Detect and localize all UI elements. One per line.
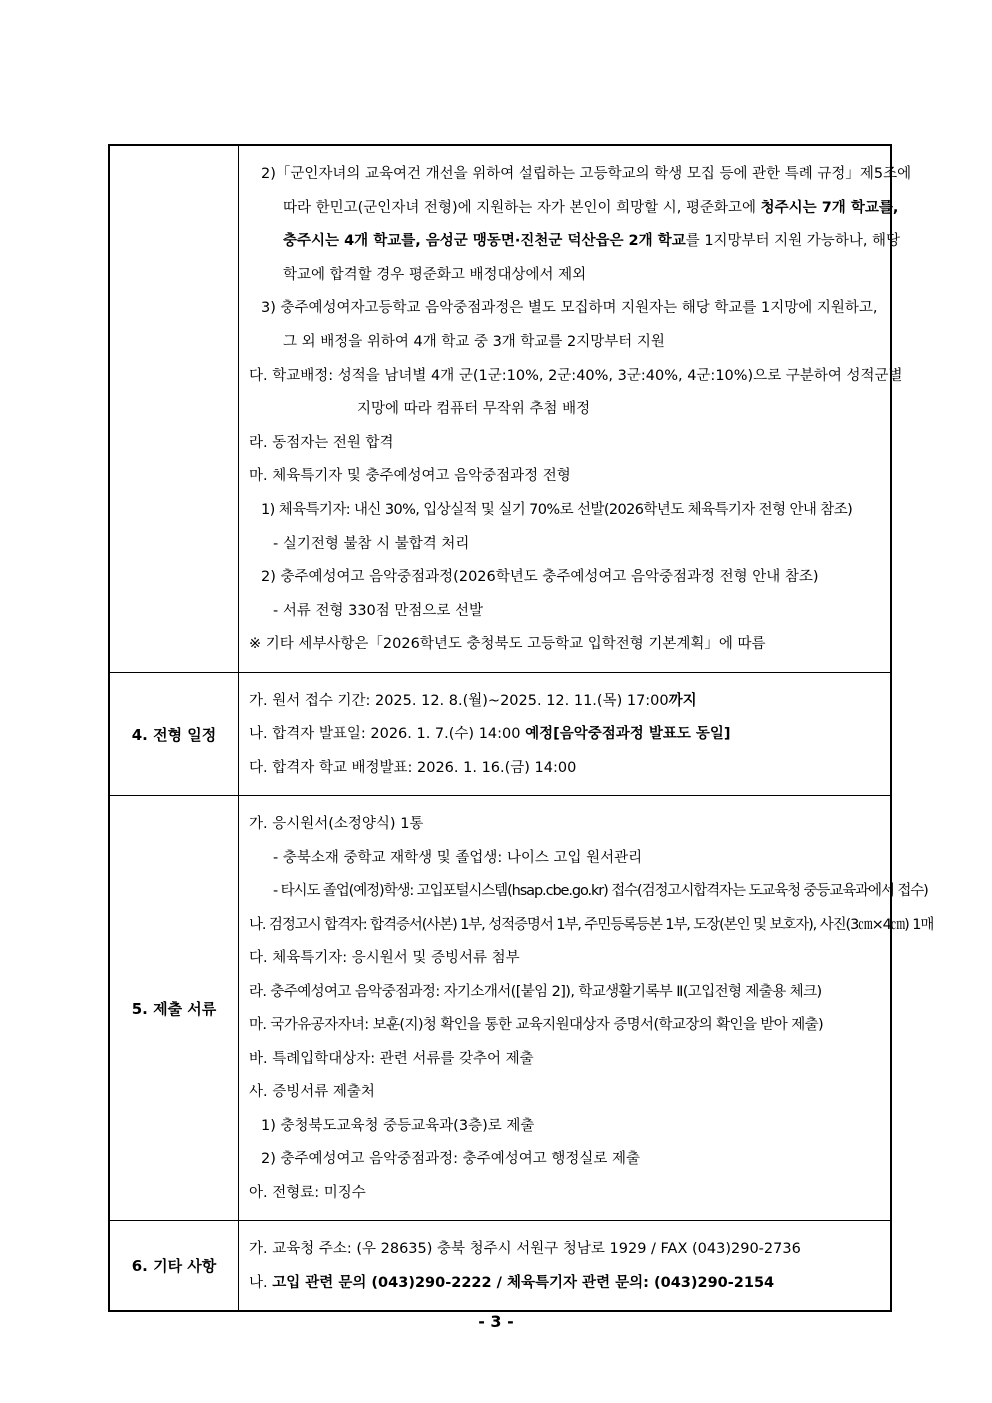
row-documents xyxy=(109,796,891,1221)
row-misc xyxy=(109,1221,891,1312)
row-continued xyxy=(109,145,891,672)
row-label-empty xyxy=(109,145,239,672)
row-content-continued xyxy=(239,145,912,672)
text-line: 사. 증빙서류 제출처 xyxy=(249,1084,375,1101)
row-label-misc: 6. 기타 사항 xyxy=(109,1221,239,1312)
row-label-documents: 5. 제출 서류 xyxy=(109,796,239,1221)
text-line: 따라 한민고(군인자녀 전형)에 지원하는 자가 본인이 희망할 시, 평준화고에 청주시는 7개 학교를, xyxy=(283,199,899,216)
text-line: 나. 검정고시 합격자: 합격증서(사본) 1부, 성적증명서 1부, 주민등록등본 1부, 도장(본인 및 보호자), 사진(3㎝×4㎝) 1매 xyxy=(249,916,934,933)
text-line: 다. 체육특기자: 응시원서 및 증빙서류 첨부 xyxy=(249,950,520,967)
text-line: 3) 충주예성여자고등학교 음악중점과정은 별도 모집하며 지원자는 해당 학교를 1지망에 지원하고, xyxy=(261,300,878,317)
row-label-schedule: 4. 전형 일정 xyxy=(109,672,239,796)
page-number: - 3 - xyxy=(478,1312,514,1331)
text-line: 1) 충청북도교육청 중등교육과(3층)로 제출 xyxy=(261,1117,535,1134)
text-line: - 실기전형 불참 시 불합격 처리 xyxy=(273,535,470,552)
row-schedule xyxy=(109,672,891,796)
text-line: - 타시도 졸업(예정)학생: 고입포털시스템(hsap.cbe.go.kr) 접수(검정고시합격자는 도교육청 중등교육과에서 접수) xyxy=(273,883,928,900)
text-line: 바. 특례입학대상자: 관련 서류를 갖추어 제출 xyxy=(249,1050,534,1067)
text-line: 가. 교육청 주소: (우 28635) 충북 청주시 서원구 청남로 1929 / FAX (043)290-2736 xyxy=(249,1241,801,1258)
text-line: - 충북소재 중학교 재학생 및 졸업생: 나이스 고입 원서관리 xyxy=(273,849,643,866)
row-content-documents xyxy=(239,796,934,1221)
text-line: - 서류 전형 330점 만점으로 선발 xyxy=(273,602,484,619)
text-line: 지망에 따라 컴퓨터 무작위 추첨 배정 xyxy=(357,401,591,418)
text-line: ※ 기타 세부사항은「2026학년도 충청북도 고등학교 입학전형 기본계획」에 따름 xyxy=(249,636,766,653)
text-line: 아. 전형료: 미징수 xyxy=(249,1184,366,1201)
text-line: 학교에 합격할 경우 평준화고 배정대상에서 제외 xyxy=(283,266,587,283)
text-line: 가. 원서 접수 기간: 2025. 12. 8.(월)~2025. 12. 11.(목) 17:00까지 xyxy=(249,692,697,709)
text-line: 나. 합격자 발표일: 2026. 1. 7.(수) 14:00 예정[음악중점과정 발표도 동일] xyxy=(249,726,731,743)
text-line: 그 외 배정을 위하여 4개 학교 중 3개 학교를 2지망부터 지원 xyxy=(283,333,665,350)
text-line: 마. 체육특기자 및 충주예성여고 음악중점과정 전형 xyxy=(249,468,571,485)
text-line: 가. 응시원서(소정양식) 1통 xyxy=(249,816,424,833)
text-line: 다. 학교배정: 성적을 남녀별 4개 군(1군:10%, 2군:40%, 3군:40%, 4군:10%)으로 구분하여 성적군별 xyxy=(249,367,903,384)
row-content-misc xyxy=(239,1221,892,1312)
text-line: 나. 고입 관련 문의 (043)290-2222 / 체육특기자 관련 문의: (043)290-2154 xyxy=(249,1274,775,1291)
text-line: 라. 동점자는 전원 합격 xyxy=(249,434,394,451)
text-line: 1) 체육특기자: 내신 30%, 입상실적 및 실기 70%로 선발(2026학년도 체육특기자 전형 안내 참조) xyxy=(261,501,853,518)
text-line: 마. 국가유공자자녀: 보훈(지)청 확인을 통한 교육지원대상자 증명서(학교장의 확인을 받아 제출) xyxy=(249,1017,824,1034)
text-line: 2)「군인자녀의 교육여건 개선을 위하여 설립하는 고등학교의 학생 모집 등에 관한 특례 규정」제5조에 xyxy=(261,166,912,182)
text-line: 다. 합격자 학교 배정발표: 2026. 1. 16.(금) 14:00 xyxy=(249,759,577,776)
text-line: 라. 충주예성여고 음악중점과정: 자기소개서([붙임 2]), 학교생활기록부 Ⅱ(고입전형 제출용 체크) xyxy=(249,983,822,1000)
text-line: 2) 충주예성여고 음악중점과정(2026학년도 충주예성여고 음악중점과정 전형 안내 참조) xyxy=(261,569,819,586)
text-line: 충주시는 4개 학교를, 음성군 맹동면·진천군 덕산읍은 2개 학교를 1지망부터 지원 가능하나, 해당 xyxy=(283,233,901,250)
admission-info-table xyxy=(108,144,934,1312)
text-line: 2) 충주예성여고 음악중점과정: 충주예성여고 행정실로 제출 xyxy=(261,1151,640,1168)
row-content-schedule xyxy=(239,672,892,796)
